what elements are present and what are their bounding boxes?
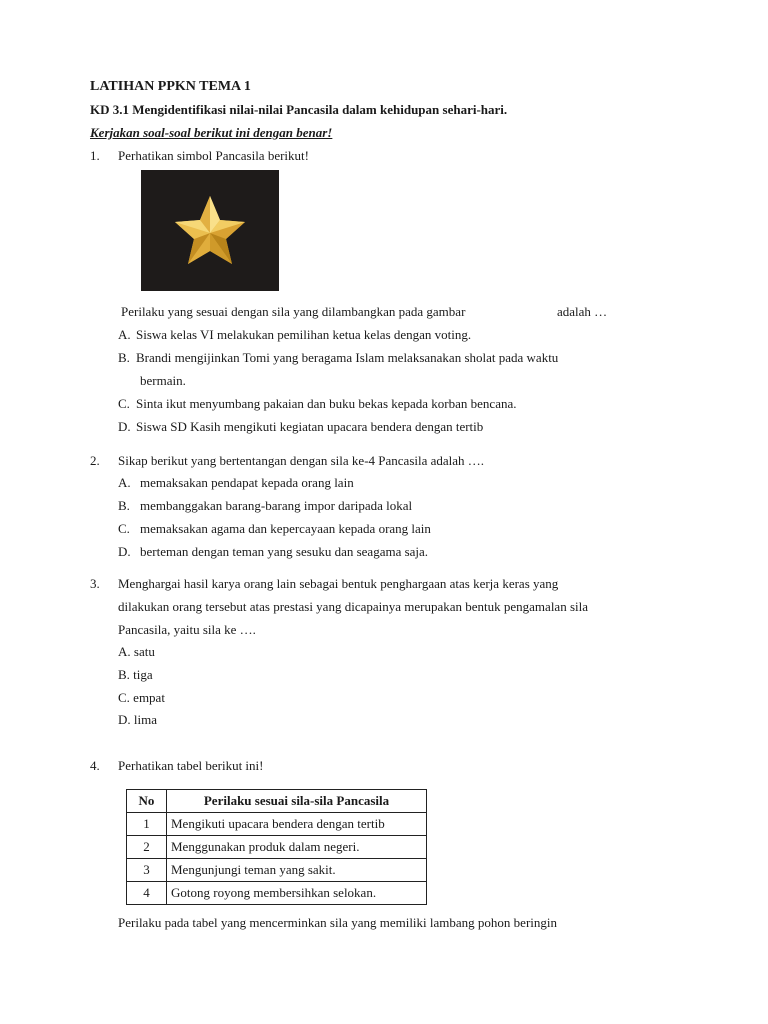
q1-prompt-end: adalah …	[557, 304, 608, 319]
table-cell-no: 4	[127, 882, 167, 905]
q3-option-a: A. satu	[118, 644, 155, 659]
q3-number: 3.	[90, 576, 100, 591]
q1-option-a: Siswa kelas VI melakukan pemilihan ketua kelas dengan voting.	[136, 327, 472, 342]
instruction-text: Kerjakan soal-soal berikut ini dengan benar!	[90, 125, 333, 140]
q4-text: Perhatikan tabel berikut ini!	[118, 758, 264, 773]
table-cell-behavior: Mengikuti upacara bendera dengan tertib	[167, 813, 427, 836]
table-cell-behavior: Gotong royong membersihkan selokan.	[167, 882, 427, 905]
table-row	[127, 882, 427, 905]
q3-line-1: Menghargai hasil karya orang lain sebagai bentuk penghargaan atas kerja keras yang	[118, 576, 559, 591]
q2-option-a: memaksakan pendapat kepada orang lain	[140, 475, 354, 490]
table-header-behavior: Perilaku sesuai sila-sila Pancasila	[167, 790, 427, 813]
q4-number: 4.	[90, 758, 100, 773]
q1-option-b-cont: bermain.	[140, 373, 186, 388]
star-symbol-image	[141, 170, 279, 291]
q1-option-b-letter: B.	[118, 350, 130, 365]
q1-option-a-letter: A.	[118, 327, 131, 342]
table-cell-behavior: Menggunakan produk dalam negeri.	[167, 836, 427, 859]
table-row	[127, 859, 427, 882]
q2-option-d-letter: D.	[118, 544, 131, 559]
q1-text: Perhatikan simbol Pancasila berikut!	[118, 148, 309, 163]
q2-option-b-letter: B.	[118, 498, 130, 513]
table-row	[127, 813, 427, 836]
page-title: LATIHAN PPKN TEMA 1	[90, 79, 251, 94]
table-header-row	[127, 790, 427, 813]
table-header-no: No	[127, 790, 167, 813]
q2-option-c-letter: C.	[118, 521, 130, 536]
table-cell-no: 1	[127, 813, 167, 836]
q1-option-c-letter: C.	[118, 396, 130, 411]
q3-line-3: Pancasila, yaitu sila ke ….	[118, 622, 256, 637]
q1-option-d-letter: D.	[118, 419, 131, 434]
table-row	[127, 836, 427, 859]
q3-option-d: D. lima	[118, 712, 157, 727]
behavior-table	[126, 789, 427, 905]
q1-option-d: Siswa SD Kasih mengikuti kegiatan upacara bendera dengan tertib	[136, 419, 484, 434]
q4-after-text: Perilaku pada tabel yang mencerminkan sila yang memiliki lambang pohon beringin	[118, 915, 557, 930]
gold-star-icon	[141, 170, 279, 291]
q3-line-2: dilakukan orang tersebut atas prestasi yang dicapainya merupakan bentuk pengamalan sila	[118, 599, 588, 614]
table-cell-no: 3	[127, 859, 167, 882]
q2-option-d: berteman dengan teman yang sesuku dan seagama saja.	[140, 544, 429, 559]
q1-option-b: Brandi mengijinkan Tomi yang beragama Islam melaksanakan sholat pada waktu	[136, 350, 559, 365]
q1-prompt: Perilaku yang sesuai dengan sila yang dilambangkan pada gambar	[121, 304, 466, 319]
q3-option-c: C. empat	[118, 690, 165, 705]
q2-text: Sikap berikut yang bertentangan dengan sila ke-4 Pancasila adalah ….	[118, 453, 485, 468]
q2-option-c: memaksakan agama dan kepercayaan kepada orang lain	[140, 521, 431, 536]
kd-heading: KD 3.1 Mengidentifikasi nilai-nilai Pancasila dalam kehidupan sehari-hari.	[90, 102, 508, 117]
q2-option-a-letter: A.	[118, 475, 131, 490]
table-cell-no: 2	[127, 836, 167, 859]
q1-number: 1.	[90, 148, 100, 163]
q2-number: 2.	[90, 453, 100, 468]
q3-option-b: B. tiga	[118, 667, 153, 682]
table-cell-behavior: Mengunjungi teman yang sakit.	[167, 859, 427, 882]
q1-option-c: Sinta ikut menyumbang pakaian dan buku bekas kepada korban bencana.	[136, 396, 517, 411]
q2-option-b: membanggakan barang-barang impor daripada lokal	[140, 498, 413, 513]
